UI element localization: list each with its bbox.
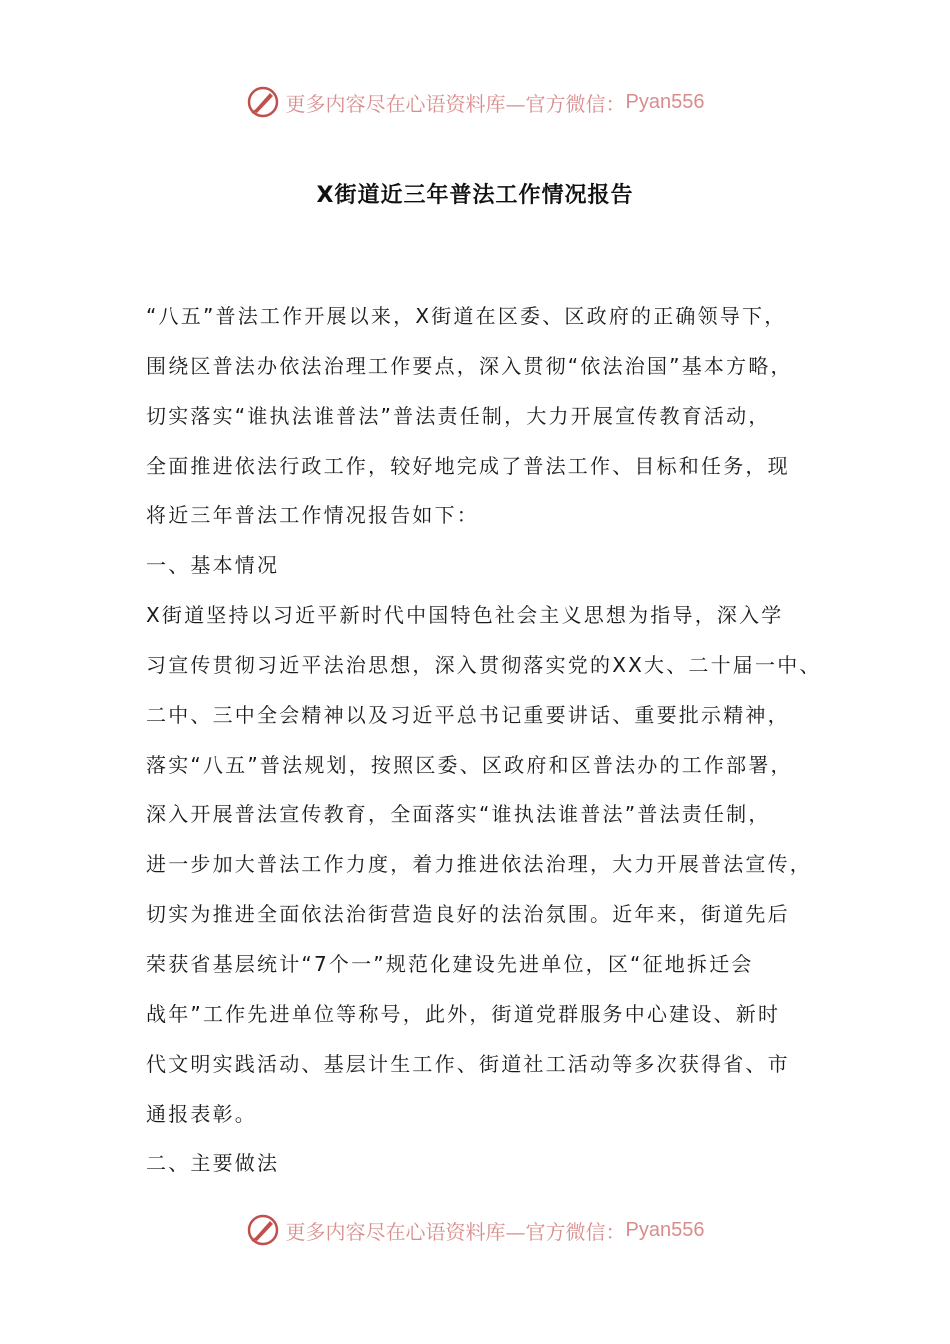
section-heading-basic: 一、基本情况	[146, 553, 280, 578]
body-line: 落实“八五”普法规划，按照区委、区政府和区普法办的工作部署，	[146, 752, 793, 777]
body-line: 切实为推进全面依法治街营造良好的法治氛围。近年来，街道先后	[146, 902, 790, 927]
body-line: 二中、三中全会精神以及习近平总书记重要讲话、重要批示精神，	[146, 702, 790, 727]
body-line: 围绕区普法办依法治理工作要点，深入贯彻“依法治国”基本方略，	[146, 353, 793, 378]
body-line: 切实落实“谁执法谁普法”普法责任制，大力开展宣传教育活动，	[146, 403, 771, 428]
watermark-wechat-id: Pyan556	[625, 90, 705, 113]
body-line: 将近三年普法工作情况报告如下：	[146, 503, 479, 528]
watermark-wechat-id: Pyan556	[625, 1218, 705, 1241]
body-line: 深入开展普法宣传教育，全面落实“谁执法谁普法”普法责任制，	[146, 802, 771, 827]
body-line: 全面推进依法行政工作，较好地完成了普法工作、目标和任务，现	[146, 453, 790, 478]
body-line: 进一步加大普法工作力度，着力推进依法治理，大力开展普法宣传，	[146, 852, 812, 877]
watermark-brand-text: 更多内容尽在心语资料库—官方微信：	[285, 1219, 626, 1244]
body-line: 代文明实践活动、基层计生工作、街道社工活动等多次获得省、市	[146, 1051, 790, 1076]
document-title: X街道近三年普法工作情况报告	[316, 183, 634, 208]
section-heading-practice: 二、主要做法	[146, 1151, 280, 1176]
body-line: 习宣传贯彻习近平法治思想，深入贯彻落实党的XX大、二十届一中、	[146, 652, 822, 677]
quill-logo-icon	[246, 85, 280, 119]
header-watermark	[0, 82, 950, 122]
body-line: X街道坚持以习近平新时代中国特色社会主义思想为指导，深入学	[146, 603, 784, 628]
document-body	[146, 300, 826, 1197]
body-line: 战年”工作先进单位等称号，此外，街道党群服务中心建设、新时	[146, 1001, 781, 1026]
footer-watermark	[0, 1210, 950, 1250]
watermark-brand-text: 更多内容尽在心语资料库—官方微信：	[285, 91, 626, 116]
body-line: 荣获省基层统计“7个一”规范化建设先进单位，区“征地拆迁会	[146, 951, 754, 976]
body-line: “八五”普法工作开展以来，X街道在区委、区政府的正确领导下，	[146, 304, 787, 328]
quill-logo-icon	[246, 1213, 280, 1247]
body-line: 通报表彰。	[146, 1101, 257, 1126]
